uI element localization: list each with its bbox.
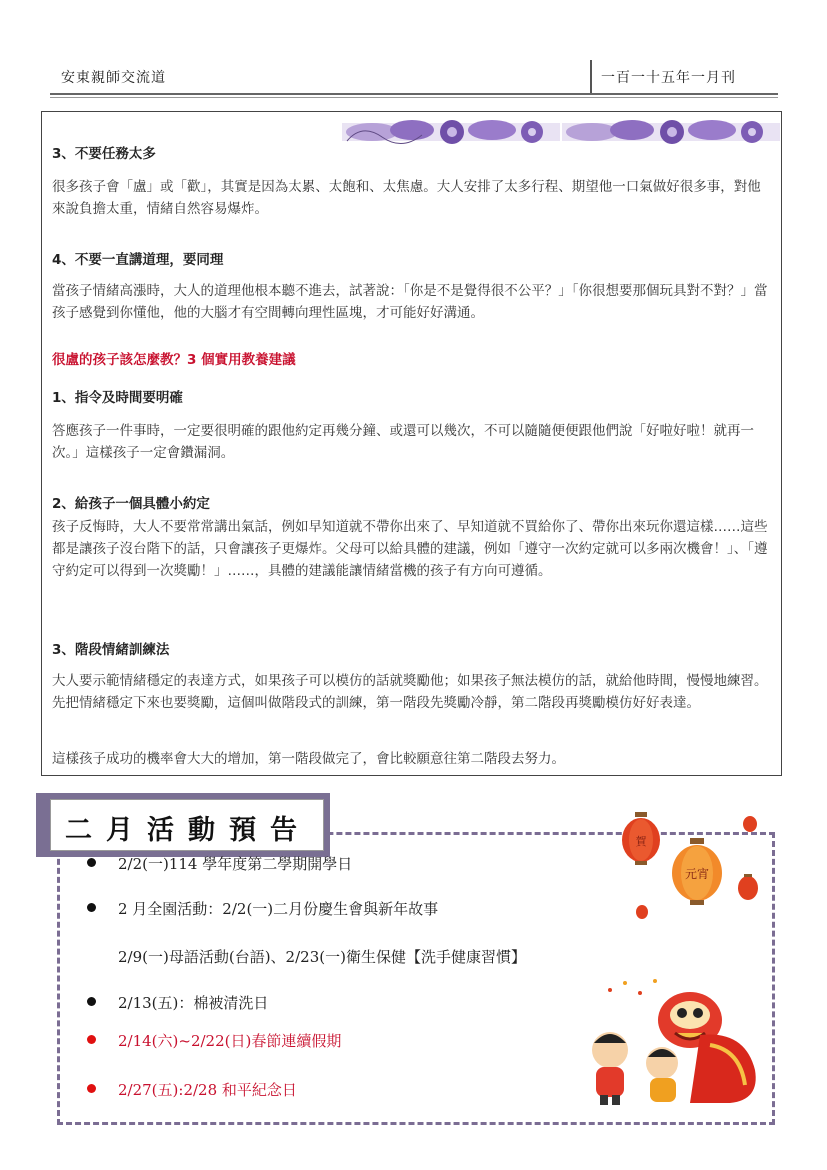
event-item: 2 月全園活動：2/2(一)二月份慶生會與新年故事 bbox=[118, 900, 439, 918]
events-title: 二月活動預告 bbox=[65, 815, 311, 846]
event-item: 2/13(五)：棉被清洗日 bbox=[118, 994, 269, 1012]
lavender-flower-decoration bbox=[342, 115, 560, 149]
item-heading: 4、不要一直講道理，要同理 bbox=[52, 252, 224, 268]
event-item: 2/27(五):2/28 和平紀念日 bbox=[118, 1081, 297, 1099]
events-banner bbox=[50, 799, 324, 851]
tip-body: 答應孩子一件事時，一定要很明確的跟他約定再幾分鐘、或還可以幾次，不可以隨隨便便跟他們說「好啦好啦！就再一次。」這樣孩子一定會鑽漏洞。 bbox=[52, 423, 754, 461]
tip-body: 孩子反悔時，大人不要常常講出氣話，例如早知道就不帶你出來了、早知道就不買給你了、帶你出來玩你還這樣……這些都是讓孩子沒台階下的話，只會讓孩子更爆炸。父母可以給具體的建議，例如「遵守一次約定就可以多兩次機會！」、「遵守約定可以得到一次獎勵！」……，具體的建議能讓情緒當機的孩子有方向可遵循。 bbox=[52, 519, 768, 579]
tip-body: 大人要示範情緒穩定的表達方式，如果孩子可以模仿的話就獎勵他；如果孩子無法模仿的話，就給他時間，慢慢地練習。先把情緒穩定下來也要獎勵，這個叫做階段式的訓練，第一階段先獎勵冷靜，第二階段再獎勵模仿好好表達。 bbox=[52, 673, 768, 711]
lavender-flower-decoration bbox=[562, 115, 780, 149]
item-body: 很多孩子會「盧」或「歡」，其實是因為太累、太飽和、太焦慮。大人安排了太多行程、期望他一口氣做好很多事，對他來說負擔太重，情緒自然容易爆炸。 bbox=[52, 179, 761, 217]
lantern-char: 元宵 bbox=[684, 867, 710, 881]
lantern-icon bbox=[737, 874, 759, 902]
bullet-icon bbox=[87, 903, 96, 912]
bullet-icon bbox=[87, 1084, 96, 1093]
lantern-icon bbox=[670, 838, 724, 908]
event-item: 2/2(一)114 學年度第二學期開學日 bbox=[118, 855, 353, 873]
lion-dance-illustration bbox=[580, 975, 775, 1110]
event-item: 2/14(六)~2/22(日)春節連續假期 bbox=[118, 1032, 342, 1050]
lantern-icon bbox=[635, 904, 649, 920]
lantern-char: 賀 bbox=[635, 835, 647, 848]
section-title: 很盧的孩子該怎麼教？3 個實用教養建議 bbox=[52, 352, 296, 368]
bullet-icon bbox=[87, 1035, 96, 1044]
item-heading: 3、不要任務太多 bbox=[52, 146, 156, 162]
lantern-icon bbox=[742, 815, 758, 833]
event-item: 2/9(一)母語活動(台語)、2/23(一)衛生保健【洗手健康習慣】 bbox=[118, 948, 526, 966]
tip-heading: 1、指令及時間要明確 bbox=[52, 390, 183, 406]
closing-text: 這樣孩子成功的機率會大大的增加，第一階段做完了，會比較願意往第二階段去努力。 bbox=[52, 751, 565, 767]
lantern-icon bbox=[620, 812, 662, 868]
bullet-icon bbox=[87, 997, 96, 1006]
header-divider bbox=[590, 60, 592, 94]
tip-heading: 3、階段情緒訓練法 bbox=[52, 642, 170, 658]
issue-date: 一百一十五年一月刊 bbox=[601, 70, 736, 86]
item-body: 當孩子情緒高漲時，大人的道理他根本聽不進去，試著說：「你是不是覺得很不公平？」「你很想要那個玩具對不對？」當孩子感覺到你懂他，他的大腦才有空間轉向理性區塊，才可能好好溝通。 bbox=[52, 283, 768, 321]
bullet-icon bbox=[87, 858, 96, 867]
article-box bbox=[41, 111, 782, 776]
newsletter-name: 安東親師交流道 bbox=[61, 70, 166, 86]
tip-heading: 2、給孩子一個具體小約定 bbox=[52, 496, 210, 512]
header-rule bbox=[50, 93, 778, 95]
header-rule-thin bbox=[50, 97, 778, 98]
